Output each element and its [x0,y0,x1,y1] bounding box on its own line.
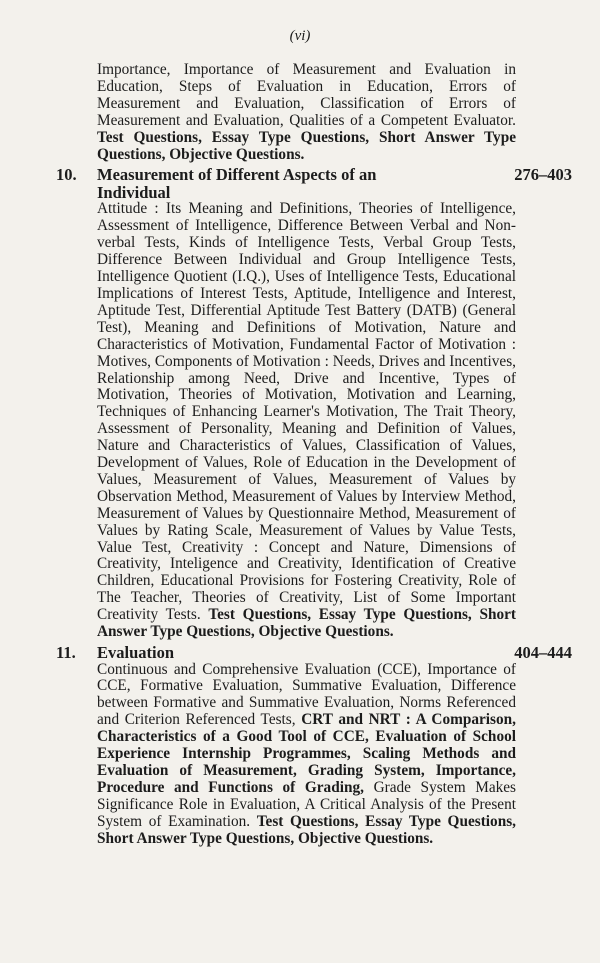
questions-list: Test Questions, Essay Type Questions, Short Answer Type Questions, Objective Questions. [97,812,516,847]
description-bold-text: CRT and NRT : A Comparison, Characteristics of a Good Tool of CCE, Evaluation of School Experience Internship Programmes, Scaling Methods and Evaluation of Measurement, Grading System, Importance, Procedure and Functions of Grading, [97,711,516,796]
entry-description [97,201,516,641]
toc-entry-continued [97,62,516,163]
entry-description [97,662,516,848]
chapter-title: Evaluation [97,643,175,662]
description-text: Importance, Importance of Measurement and Evaluation in Education, Steps of Evaluation in Education, Errors of Measurement and Evaluation, Classification of Errors of Measurement and Evaluation, Qualities of a Competent Evaluator. [97,61,516,129]
description-text: Attitude : Its Meaning and Definitions, Theories of Intelligence, Assessment of Intelligence, Difference Between Verbal and Non-verbal Tests, Kinds of Intelligence Tests, Verbal Group Tests, Difference Between Individual and Group Intelligence Tests, Intelligence Quotient (I.Q.), Uses of Intelligence Tests, Educational Implications of Interest Tests, Aptitude, Intelligence and Interest, Aptitude Test, Differential Aptitude Test Battery (DATB) (General Test), Meaning and Definitions of Motivation, Nature and Characteristics of Motivation, Fundamental Factor of Motivation : Motives, Components of Motivation : Needs, Drives and Incentives, Relationship among Need, Drive and Incentive, Types of Motivation, Theories of Motivation, Motivation and Learning, Techniques of Enhancing Learner's Motivation, The Trait Theory, Assessment of Personality, Meaning and Definition of Values, Nature and Characteristics of Values, Classification of Values, Development of Values, Role of Education in the Development of Values, Measurement of Values, Measurement of Values by Observation Method, Measurement of Values by Interview Method, Measurement of Values by Questionnaire Method, Measurement of Values by Rating Scale, Measurement of Values by Value Tests, Value Test, Creativity : Concept and Nature, Dimensions of Creativity, Inteligence and Creativity, Identification of Creative Children, Educational Provisions for Fostering Creativity, Role of The Teacher, Theories of Creativity, List of Some Important Creativity Tests. [97,200,516,624]
description-text: Continuous and Comprehensive Evaluation (CCE), Importance of CCE, Formative Evaluation, Summative Evaluation, Difference between Formative and Summative Evaluation, Norms Referenced and Criterion Referenced Tests, [97,660,516,729]
page-number: (vi) [289,28,311,44]
questions-list: Test Questions, Essay Type Questions, Short Answer Type Questions, Objective Questions. [97,606,517,641]
table-of-contents [56,61,572,847]
chapter-title: Measurement of Different Aspects of an Individual [97,165,377,202]
entry-description [97,62,516,163]
page-range: 276–403 [514,165,572,185]
description-text-2: Grade System Makes Significance Role in Evaluation, A Critical Analysis of the Present System of Examination. [97,778,517,830]
entry-heading [56,165,572,202]
entry-heading [56,643,572,662]
questions-list: Test Questions, Essay Type Questions, Short Answer Type Questions, Objective Questions. [97,128,516,163]
chapter-number: 10. [56,165,77,185]
toc-entry-11 [56,643,572,847]
page-range: 404–444 [514,643,572,662]
chapter-number: 11. [56,643,76,662]
toc-entry-10 [56,165,572,641]
